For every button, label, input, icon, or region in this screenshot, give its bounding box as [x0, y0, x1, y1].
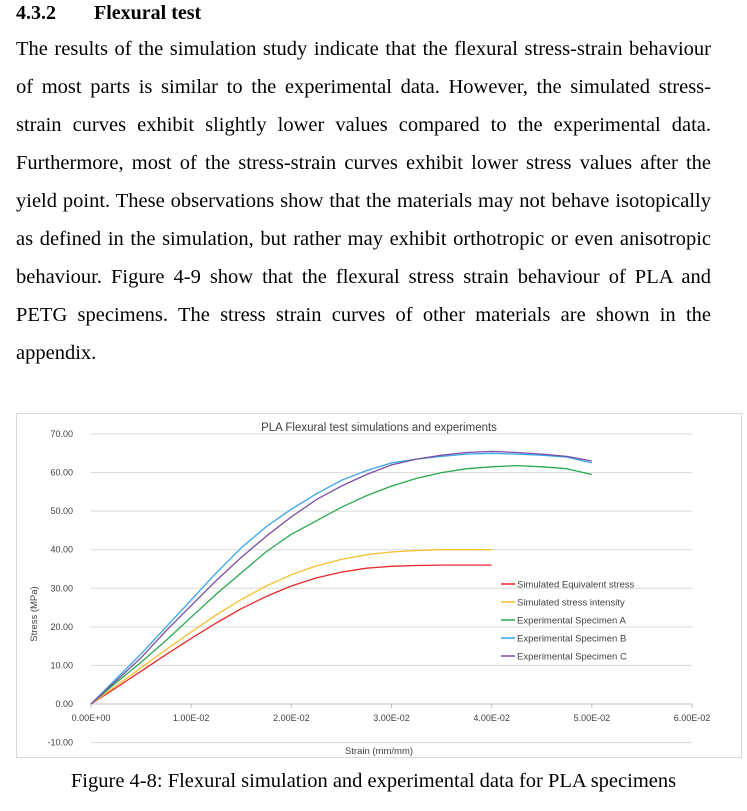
chart-container [16, 413, 742, 758]
line-chart [17, 414, 741, 757]
section-title: Flexural test [94, 2, 202, 24]
y-tick-label: 50.00 [50, 506, 73, 517]
x-tick-label: 4.00E-02 [473, 713, 510, 723]
legend-entry: Simulated stress intensity [517, 597, 625, 609]
y-tick-label: 70.00 [50, 429, 73, 439]
legend-entry: Simulated Equivalent stress [517, 579, 635, 591]
y-tick-label: 0.00 [55, 699, 73, 709]
x-tick-label: 3.00E-02 [373, 713, 410, 723]
x-tick-label: 1.00E-02 [172, 713, 210, 723]
section-number: 4.3.2 [16, 2, 56, 24]
x-tick-label: 2.00E-02 [273, 713, 310, 723]
x-tick-label: 6.00E-02 [673, 713, 711, 723]
x-tick-label: 5.00E-02 [573, 713, 611, 723]
section-heading [16, 2, 201, 25]
chart-title: PLA Flexural test simulations and experiments [261, 422, 497, 434]
legend-entry: Experimental Specimen B [517, 633, 627, 645]
chart-series-group [91, 451, 592, 704]
body-paragraph: The results of the simulation study indicate that the flexural stress-strain behaviour of most parts is similar to the experimental data. However, the simulated stress-strain curves exhibit slightly lower values compared to the experimental data. Furthermore, most of the stress-strain curves exhibit lower stress values after the yield point. These observations show that the materials may not behave isotopically as defined in the simulation, but rather may exhibit orthotropic or even anisotropic behaviour. Figure 4-9 show that the flexural stress strain behaviour of PLA and PETG specimens. The stress strain curves of other materials are shown in the appendix. [16, 38, 711, 364]
y-axis-label: Stress (MPa) [29, 586, 40, 642]
chart-legend [501, 580, 634, 663]
series-line-1 [91, 565, 492, 704]
y-tick-label: 10.00 [50, 660, 73, 671]
y-tick-label: -10.00 [47, 737, 73, 748]
legend-entry: Experimental Specimen A [517, 615, 626, 627]
figure-caption: Figure 4-8: Flexural simulation and experimental data for PLA specimens [70, 770, 677, 792]
x-tick-label: 0.00E+00 [71, 713, 111, 723]
y-tick-label: 30.00 [50, 583, 73, 594]
series-line-5 [91, 451, 592, 704]
y-tick-label: 60.00 [50, 467, 73, 478]
legend-entry: Experimental Specimen C [517, 651, 627, 663]
y-tick-label: 20.00 [50, 621, 73, 632]
y-tick-label: 40.00 [50, 544, 73, 555]
x-axis-label: Strain (mm/mm) [344, 746, 414, 757]
